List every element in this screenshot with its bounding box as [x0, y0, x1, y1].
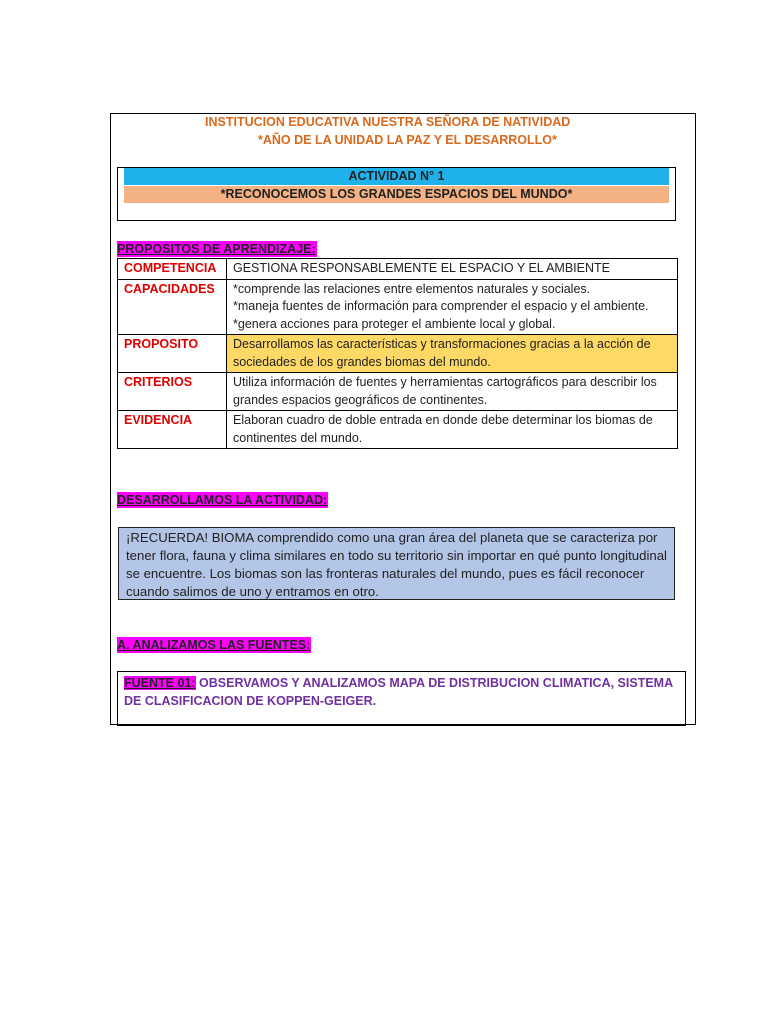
table-row [118, 373, 678, 411]
activity-title: ACTIVIDAD N° 1 [124, 168, 669, 185]
row-value-criterios: Utiliza información de fuentes y herramientas cartográficos para describir los grandes espacios geográficos de continentes. [227, 373, 678, 411]
table-row [118, 411, 678, 449]
purposes-heading: PROPOSITOS DE APRENDIZAJE: [117, 242, 316, 256]
year-motto: *AÑO DE LA UNIDAD LA PAZ Y EL DESARROLLO* [258, 133, 557, 147]
school-name: INSTITUCION EDUCATIVA NUESTRA SEÑORA DE NATIVIDAD [205, 115, 571, 129]
row-value-competencia: GESTIONA RESPONSABLEMENTE EL ESPACIO Y EL AMBIENTE [227, 259, 678, 280]
source-text: OBSERVAMOS Y ANALIZAMOS MAPA DE DISTRIBUCION CLIMATICA, SISTEMA DE CLASIFICACION DE KOPPEN-GEIGER. [124, 676, 673, 708]
row-label-evidencia: EVIDENCIA [118, 411, 227, 449]
row-label-competencia: COMPETENCIA [118, 259, 227, 280]
reminder-box [118, 527, 675, 600]
activity-subtitle: *RECONOCEMOS LOS GRANDES ESPACIOS DEL MUNDO* [124, 186, 669, 203]
row-label-criterios: CRITERIOS [118, 373, 227, 411]
purposes-table [117, 258, 678, 449]
row-label-proposito: PROPOSITO [118, 335, 227, 373]
table-row [118, 335, 678, 373]
row-value-proposito: Desarrollamos las características y transformaciones gracias a la acción de sociedades de los grandes biomas del mundo. [227, 335, 678, 373]
table-row [118, 259, 678, 280]
table-row [118, 279, 678, 335]
sources-heading: A. ANALIZAMOS LAS FUENTES: [117, 638, 311, 652]
row-label-capacidades: CAPACIDADES [118, 279, 227, 335]
develop-heading: DESARROLLAMOS LA ACTIVIDAD: [117, 493, 328, 507]
reminder-text: ¡RECUERDA! BIOMA comprendido como una gran área del planeta que se caracteriza por tener flora, fauna y clima similares en todo su territorio sin importar en qué punto longitudinal se encuentre. Los biomas son las fronteras naturales del mundo, pues es fácil reconocer cuando salimos de uno y entramos en otro. [126, 530, 667, 599]
row-value-evidencia: Elaboran cuadro de doble entrada en donde debe determinar los biomas de continentes del mundo. [227, 411, 678, 449]
row-value-capacidades: *comprende las relaciones entre elementos naturales y sociales. *maneja fuentes de información para comprender el espacio y el ambiente. *genera acciones para proteger el ambiente local y global. [227, 279, 678, 335]
source-box [117, 671, 686, 726]
source-label: FUENTE 01: [124, 676, 196, 690]
